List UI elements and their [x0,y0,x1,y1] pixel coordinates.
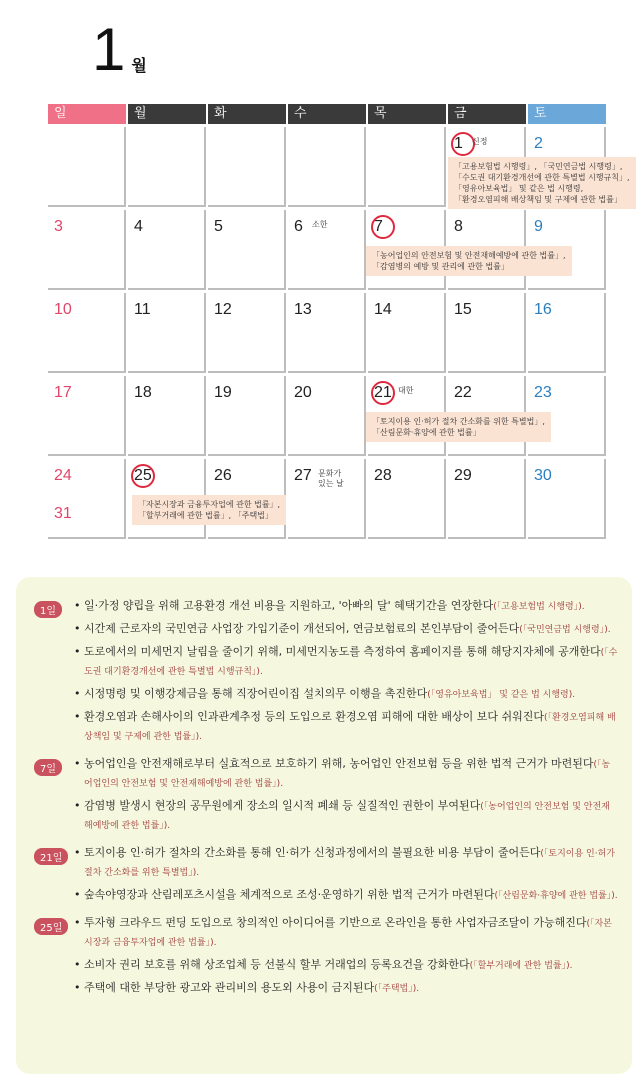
law-reference: (「환경오염피해 배상책임 및 구제에 관한 법률」). [84,713,616,742]
law-reference: (「농어업인의 안전보험 및 안전재해예방에 관한 법률」). [84,802,610,831]
day-number-text: 25 [134,467,152,484]
law-line: 「영유아보육법」 및 같은 법 시행령, [454,184,584,193]
summary-item-body [84,597,585,616]
day-number: 20 [294,384,312,401]
law-line: 「산림문화·휴양에 관한 법률」 [372,428,481,437]
bullet-icon: • [74,846,81,859]
summary-items [74,844,618,909]
tag-column [34,755,74,839]
day-number: 13 [294,301,312,318]
summary-item [74,755,618,793]
summary-text: 시정명령 및 이행강제금을 통해 직장어린이집 설치의무 이행을 촉진한다 [84,687,428,700]
summary-item-body [84,708,618,746]
day-number: 3 [54,218,63,235]
summary-item-body [84,914,618,952]
weekday-header [48,104,606,124]
calendar-day-cell[interactable] [128,210,206,290]
weekday-fri: 금 [448,104,526,124]
law-reference: (「수도권 대기환경개선에 관한 특별법 시행규칙」). [84,648,618,677]
law-line: 「수도권 대기환경개선에 관한 특별법 시행규칙」, [454,173,630,182]
calendar-day-cell[interactable] [128,376,206,456]
day-number: 9 [534,218,543,235]
summary-entry [34,844,618,909]
calendar-day-cell[interactable] [528,459,606,539]
summary-item-body [84,886,618,905]
highlight-circle-icon [371,381,395,405]
summary-item-body [84,979,419,998]
day-number: 11 [134,301,151,318]
calendar-day-cell[interactable] [528,293,606,373]
summary-text: 소비자 권리 보호를 위해 상조업체 등 선불식 할부 거래업의 등록요건을 강화한다 [84,958,470,971]
summary-item [74,956,618,975]
calendar-day-cell[interactable] [128,293,206,373]
calendar-day-cell[interactable] [208,376,286,456]
bullet-icon: • [74,799,81,812]
law-line: 「토지이용 인·허가 절차 간소화를 위한 특별법」, [372,417,545,426]
summary-text: 환경오염과 손해사이의 인과관계추정 등의 도입으로 환경오염 피해에 대한 배상이 보다 쉬워진다 [84,710,545,723]
date-tag: 7일 [34,759,62,776]
calendar-day-cell[interactable] [128,127,206,207]
day-number: 23 [534,384,552,401]
day-number [374,384,392,402]
summary-item-body [84,685,575,704]
summary-item [74,685,618,704]
summary-entry [34,914,618,1002]
highlight-circle-icon [131,464,155,488]
calendar-day-cell[interactable] [48,376,126,456]
day-number: 17 [54,384,72,401]
law-reference: (「산림문화·휴양에 관한 법률」). [494,891,618,901]
day-number [374,218,383,236]
calendar-day-cell[interactable] [368,459,446,539]
law-line: 「환경오염피해 배상책임 및 구제에 관한 법률」 [454,195,622,204]
day-number: 14 [374,301,392,318]
weekday-sun: 일 [48,104,126,124]
calendar-day-cell[interactable] [48,293,126,373]
weekday-thu: 목 [368,104,446,124]
month-title [92,16,147,83]
tag-column [34,597,74,750]
summary-item [74,597,618,616]
day-number: 24 [54,467,72,484]
summary-item [74,979,618,998]
calendar-day-cell[interactable] [368,293,446,373]
law-box-day-25 [132,495,286,525]
summary-text: 감염병 발생시 현장의 공무원에게 장소의 일시적 폐쇄 등 실질적인 권한이 부여된다 [84,799,481,812]
law-reference: (「영유아보육법」 및 같은 법 시행령). [427,690,576,700]
summary-text: 농어업인을 안전재해로부터 실효적으로 보호하기 위해, 농어업인 안전보험 등을 위한 법적 근거가 마련된다 [84,757,594,770]
day-number: 15 [454,301,472,318]
calendar-day-cell[interactable] [48,210,126,290]
summary-item [74,886,618,905]
calendar-day-cell[interactable] [288,459,366,539]
summary-item-body [84,797,618,835]
day-number: 31 [54,505,72,522]
summary-text: 일·가정 양립을 위해 고용환경 개선 비용을 지원하고, '아빠의 달' 혜택기간을 연장한다 [84,599,494,612]
bullet-icon: • [74,687,81,700]
summary-item-body [84,643,618,681]
summary-items [74,597,618,750]
summary-item [74,844,618,882]
day-number: 4 [134,218,143,235]
law-box-day-21 [366,412,551,442]
law-reference: (「국민연금법 시행령」). [519,625,611,635]
weekday-mon: 월 [128,104,206,124]
law-reference: (「주택법」). [374,984,420,994]
bullet-icon: • [74,958,81,971]
calendar-day-cell[interactable] [288,293,366,373]
law-box-day-1 [448,157,636,209]
day-number: 30 [534,467,552,484]
day-number: 26 [214,467,232,484]
summary-text: 투자형 크라우드 펀딩 도입으로 창의적인 아이디어를 기반으로 온라인을 통한 사업자금조달이 가능해진다 [84,916,587,929]
day-number: 5 [214,218,223,235]
law-line: 「농어업인의 안전보험 및 안전재해예방에 관한 법률」, [372,251,566,260]
day-number [454,135,463,153]
day-number: 18 [134,384,152,401]
day-note: 대한 [398,386,414,395]
bullet-icon: • [74,599,81,612]
calendar [48,104,630,542]
day-number: 8 [454,218,463,235]
calendar-day-cell[interactable] [48,127,126,207]
day-number-text: 1 [454,135,463,152]
law-line: 「자본시장과 금융투자업에 관한 법률」, [138,500,281,509]
day-number: 2 [534,135,543,152]
day-number: 19 [214,384,232,401]
day-number: 10 [54,301,72,318]
law-reference: (「토지이용 인·허가 절차 간소화를 위한 특별법」). [84,849,615,878]
day-number: 6 [294,218,303,235]
summary-text: 숲속야영장과 산림레포츠시설을 체계적으로 조성·운영하기 위한 법적 근거가 마련된다 [84,888,495,901]
bullet-icon: • [74,622,81,635]
law-reference: (「농어업인의 안전보험 및 안전재해예방에 관한 법률」). [84,760,611,789]
bullet-icon: • [74,645,81,658]
law-box-day-7 [366,246,572,276]
weekday-wed: 수 [288,104,366,124]
day-number: 28 [374,467,392,484]
law-reference: (「자본시장과 금융투자업에 관한 법률」). [84,919,612,948]
calendar-week [48,293,606,373]
summary-item [74,914,618,952]
day-number: 22 [454,384,472,401]
highlight-circle-icon [371,215,395,239]
day-note: 신정 [472,137,488,146]
month-number: 1 [92,16,126,83]
summary-item [74,620,618,639]
day-note: 문화가 있는 날 [318,469,344,488]
calendar-day-cell[interactable] [48,459,126,539]
summary-text: 주택에 대한 부당한 광고와 관리비의 용도외 사용이 금지된다 [84,981,375,994]
law-summary-panel [16,577,632,1074]
date-tag: 25일 [34,918,68,935]
day-number-text: 7 [374,218,383,235]
date-tag: 1일 [34,601,62,618]
day-number: 27 [294,467,312,484]
day-number-text: 21 [374,384,392,401]
summary-item-body [84,620,611,639]
weekday-sat: 토 [528,104,606,124]
summary-text: 토지이용 인·허가 절차의 간소화를 통해 인·허가 신청과정에서의 불필요한 비용 부담이 줄어든다 [84,846,541,859]
calendar-day-cell[interactable] [288,376,366,456]
calendar-day-cell[interactable] [208,293,286,373]
law-line: 「감염병의 예방 및 관리에 관한 법률」 [372,262,509,271]
bullet-icon: • [74,757,81,770]
calendar-day-cell[interactable] [448,459,526,539]
summary-items [74,914,618,1002]
summary-items [74,755,618,839]
day-number: 16 [534,301,552,318]
tag-column [34,844,74,909]
law-line: 「고용보험법 시행령」, 「국민연금법 시행령」, [454,162,623,171]
bullet-icon: • [74,888,81,901]
law-line: 「할부거래에 관한 법률」, 「주택법」 [138,511,273,520]
day-number [134,467,152,485]
day-number: 12 [214,301,232,318]
bullet-icon: • [74,916,81,929]
calendar-day-cell[interactable] [208,210,286,290]
summary-entry [34,755,618,839]
bullet-icon: • [74,710,81,723]
calendar-day-cell[interactable] [288,127,366,207]
day-note: 소한 [312,220,328,229]
date-tag: 21일 [34,848,68,865]
law-reference: (「고용보험법 시행령」). [493,602,585,612]
bullet-icon: • [74,981,81,994]
summary-item [74,797,618,835]
summary-item-body [84,755,618,793]
calendar-day-cell[interactable] [448,293,526,373]
summary-item-body [84,956,572,975]
weekday-tue: 화 [208,104,286,124]
summary-item-body [84,844,618,882]
calendar-day-cell[interactable] [288,210,366,290]
calendar-day-cell[interactable] [208,127,286,207]
summary-entry [34,597,618,750]
day-number: 29 [454,467,472,484]
calendar-day-cell[interactable] [368,127,446,207]
month-label: 월 [131,56,147,75]
summary-text: 도로에서의 미세먼지 날림을 줄이기 위해, 미세먼지농도를 측정하여 홈페이지를 통해 해당지자체에 공개한다 [84,645,601,658]
law-reference: (「할부거래에 관한 법률」). [469,961,573,971]
summary-text: 시간제 근로자의 국민연금 사업장 가입기준이 개선되어, 연금보험료의 본인부담이 줄어든다 [84,622,520,635]
tag-column [34,914,74,1002]
summary-item [74,708,618,746]
summary-item [74,643,618,681]
